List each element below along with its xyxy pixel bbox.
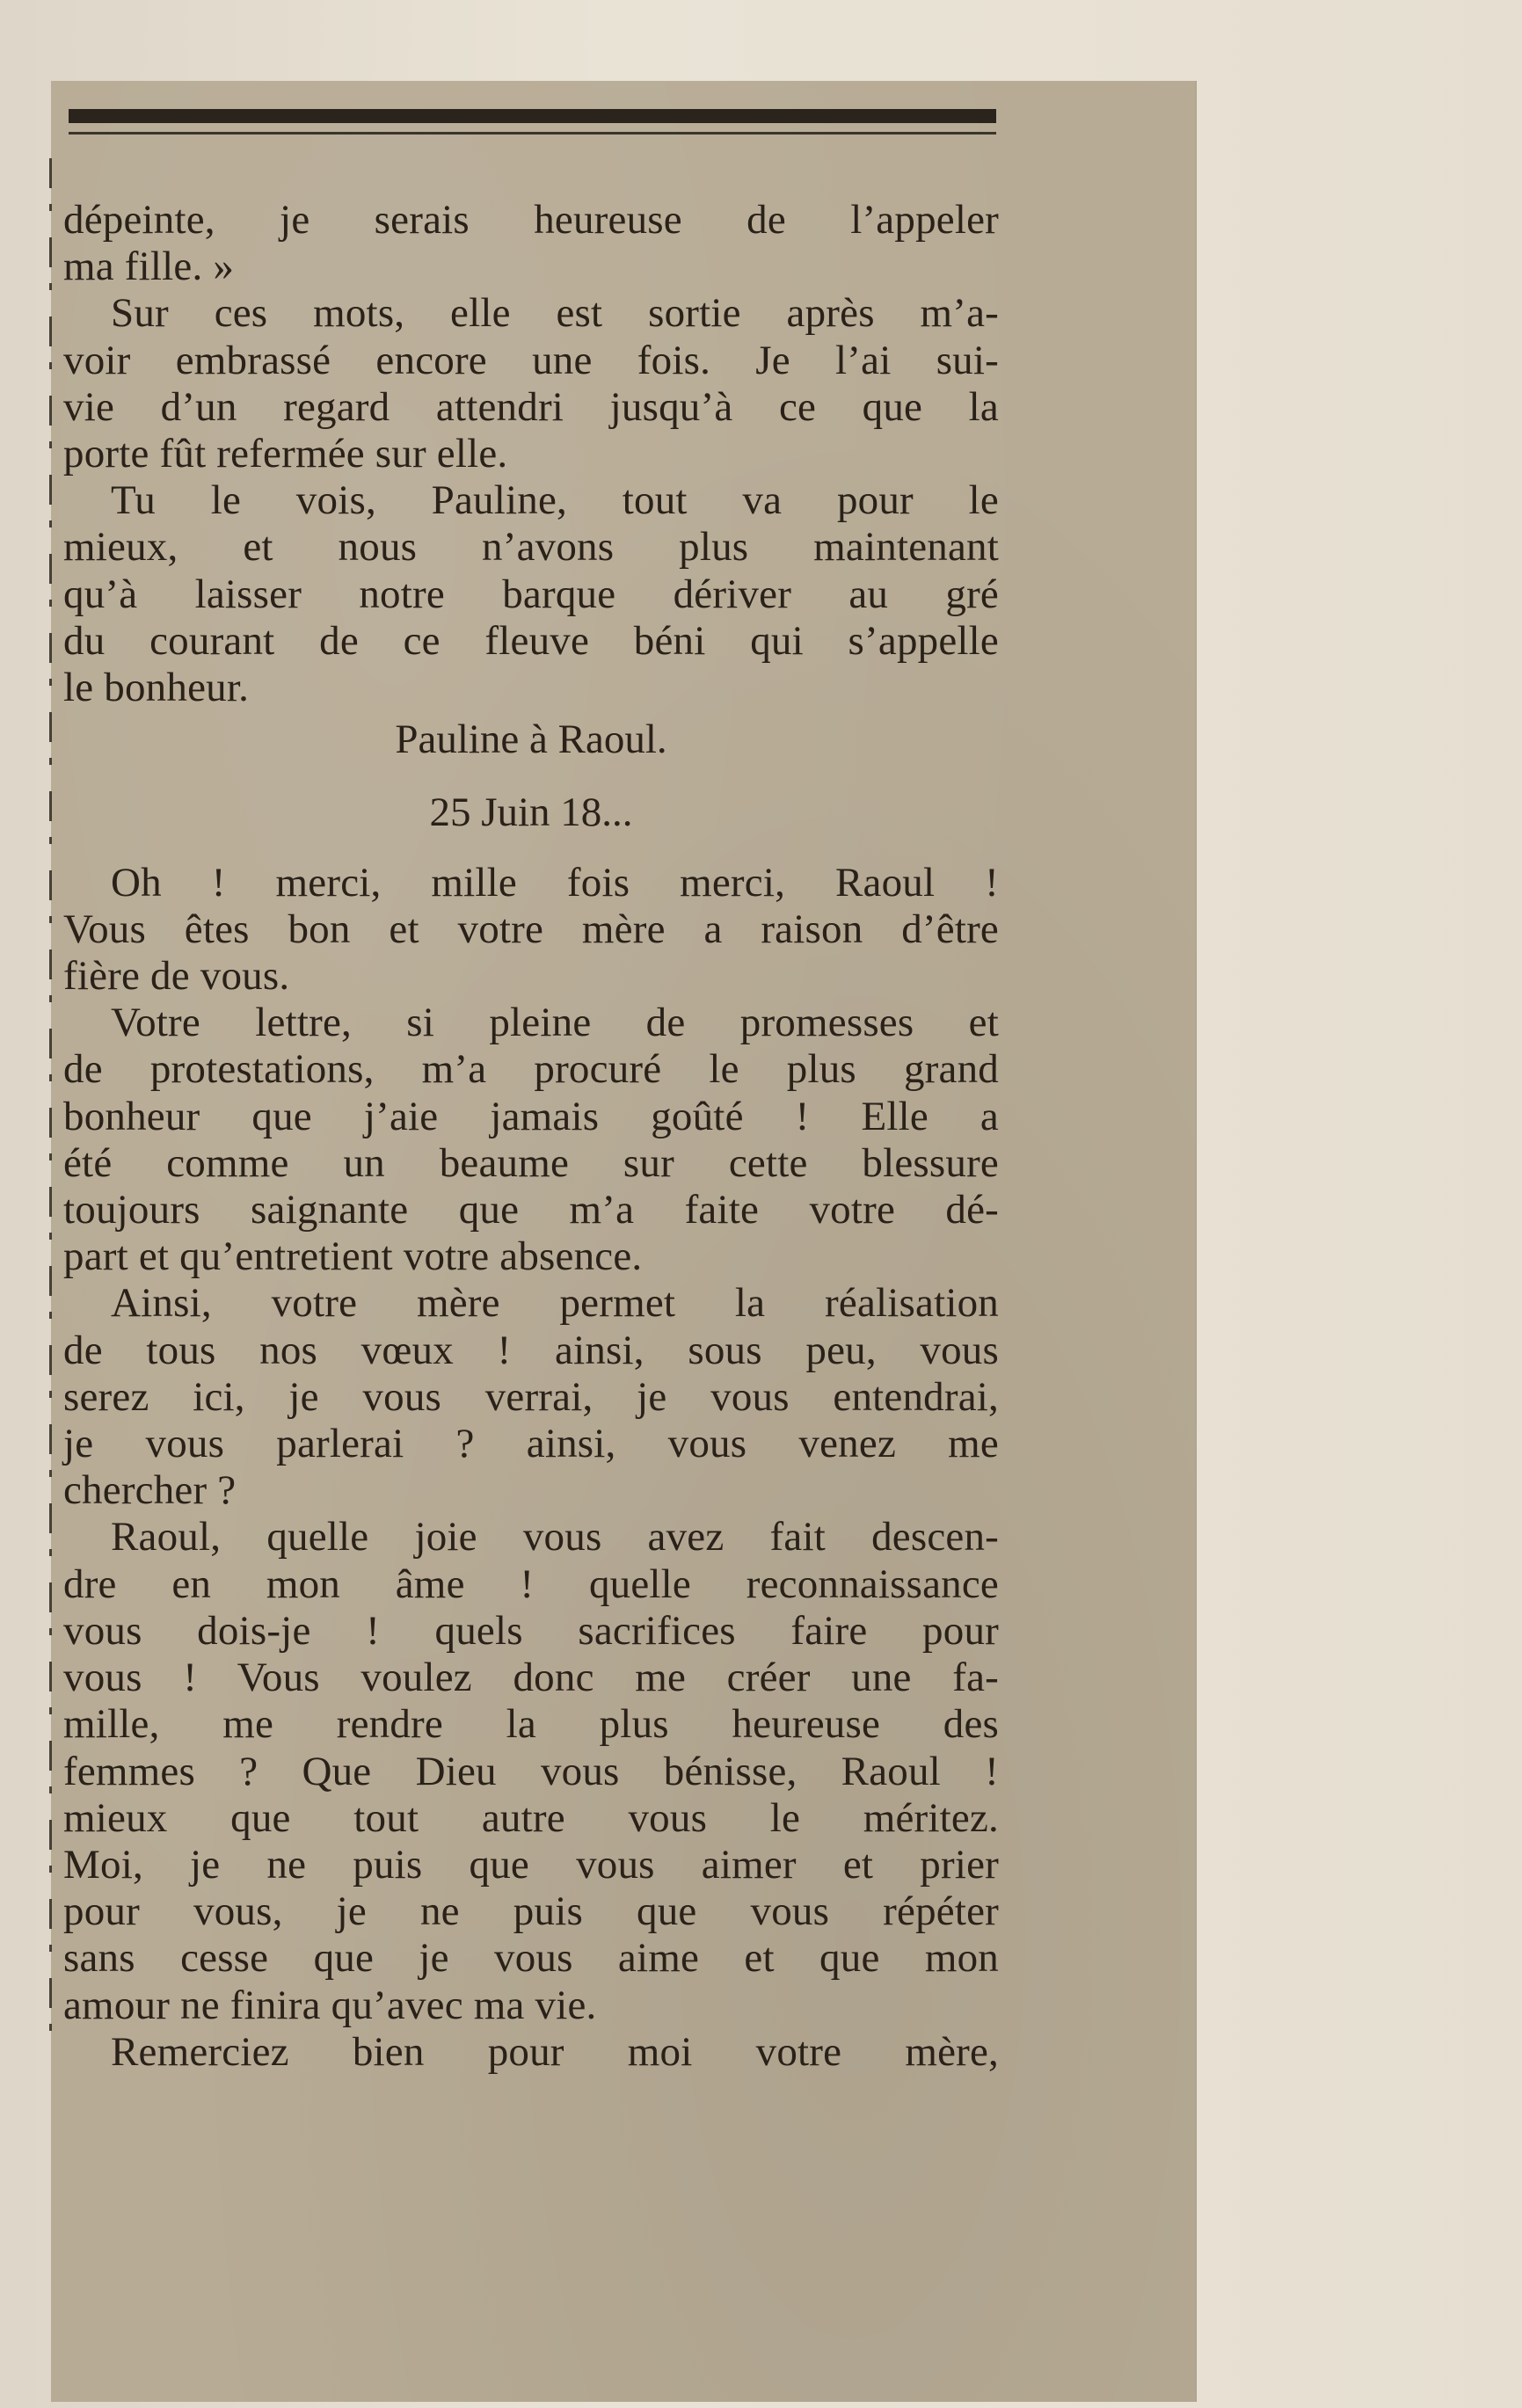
text-line: Remerciez bien pour moi votre mère, <box>111 2028 999 2075</box>
text-line: part et qu’entretient votre absence. <box>63 1233 643 1280</box>
text-line: Raoul, quelle joie vous avez fait descen- <box>111 1514 999 1560</box>
letter-body <box>63 860 999 2076</box>
top-rule-thick <box>69 109 996 123</box>
paragraphs-before-letter <box>63 197 999 711</box>
article-text <box>63 197 999 2076</box>
text-line: mieux que tout autre vous le méritez. <box>63 1794 999 1841</box>
text-line: bonheur que j’aie jamais goûté ! Elle a <box>63 1093 999 1139</box>
text-line: serez ici, je vous verrai, je vous entendrai, <box>63 1373 999 1420</box>
text-line: je vous parlerai ? ainsi, vous venez me <box>63 1421 999 1467</box>
text-line: vie d’un regard attendri jusqu’à ce que la <box>63 383 999 430</box>
text-line: femmes ? Que Dieu vous bénisse, Raoul ! <box>63 1748 999 1794</box>
text-line: chercher ? <box>63 1467 237 1514</box>
text-line: mille, me rendre la plus heureuse des <box>63 1701 999 1748</box>
text-line: vous dois-je ! quels sacrifices faire pour <box>63 1607 999 1654</box>
text-line: ma fille. » <box>63 244 235 290</box>
text-line: amour ne finira qu’avec ma vie. <box>63 1982 597 2028</box>
text-line: Vous êtes bon et votre mère a raison d’être <box>63 906 999 952</box>
text-line: été comme un beaume sur cette blessure <box>63 1139 999 1186</box>
letter-date: 25 Juin 18... <box>429 789 633 836</box>
letter-heading: Pauline à Raoul. <box>395 717 667 763</box>
text-line: mieux, et nous n’avons plus maintenant <box>63 524 999 571</box>
text-line: Oh ! merci, mille fois merci, Raoul ! <box>111 859 999 906</box>
text-line: vous ! Vous voulez donc me créer une fa- <box>63 1655 999 1701</box>
column-edge-rule <box>49 158 52 2040</box>
text-line: qu’à laisser notre barque dériver au gré <box>63 571 999 617</box>
text-line: porte fût refermée sur elle. <box>63 431 508 477</box>
text-line: Tu le vois, Pauline, tout va pour le <box>111 477 999 524</box>
text-line: de protestations, m’a procuré le plus grand <box>63 1046 999 1093</box>
top-rule-thin <box>69 132 996 135</box>
text-line: Votre lettre, si pleine de promesses et <box>111 1000 999 1046</box>
text-line: pour vous, je ne puis que vous répéter <box>63 1888 999 1935</box>
text-line: Sur ces mots, elle est sortie après m’a- <box>111 290 999 337</box>
text-line: fière de vous. <box>63 953 290 1000</box>
text-line: le bonheur. <box>63 665 250 711</box>
text-line: toujours saignante que m’a faite votre dé- <box>63 1187 999 1233</box>
text-line: sans cesse que je vous aime et que mon <box>63 1935 999 1982</box>
text-line: du courant de ce fleuve béni qui s’appelle <box>63 617 999 664</box>
text-line: dre en mon âme ! quelle reconnaissance <box>63 1560 999 1607</box>
text-line: de tous nos vœux ! ainsi, sous peu, vous <box>63 1327 999 1373</box>
text-line: Moi, je ne puis que vous aimer et prier <box>63 1841 999 1888</box>
text-line: dépeinte, je serais heureuse de l’appeler <box>63 197 999 243</box>
text-line: voir embrassé encore une fois. Je l’ai sui- <box>63 337 999 383</box>
text-line: Ainsi, votre mère permet la réalisation <box>111 1280 999 1327</box>
